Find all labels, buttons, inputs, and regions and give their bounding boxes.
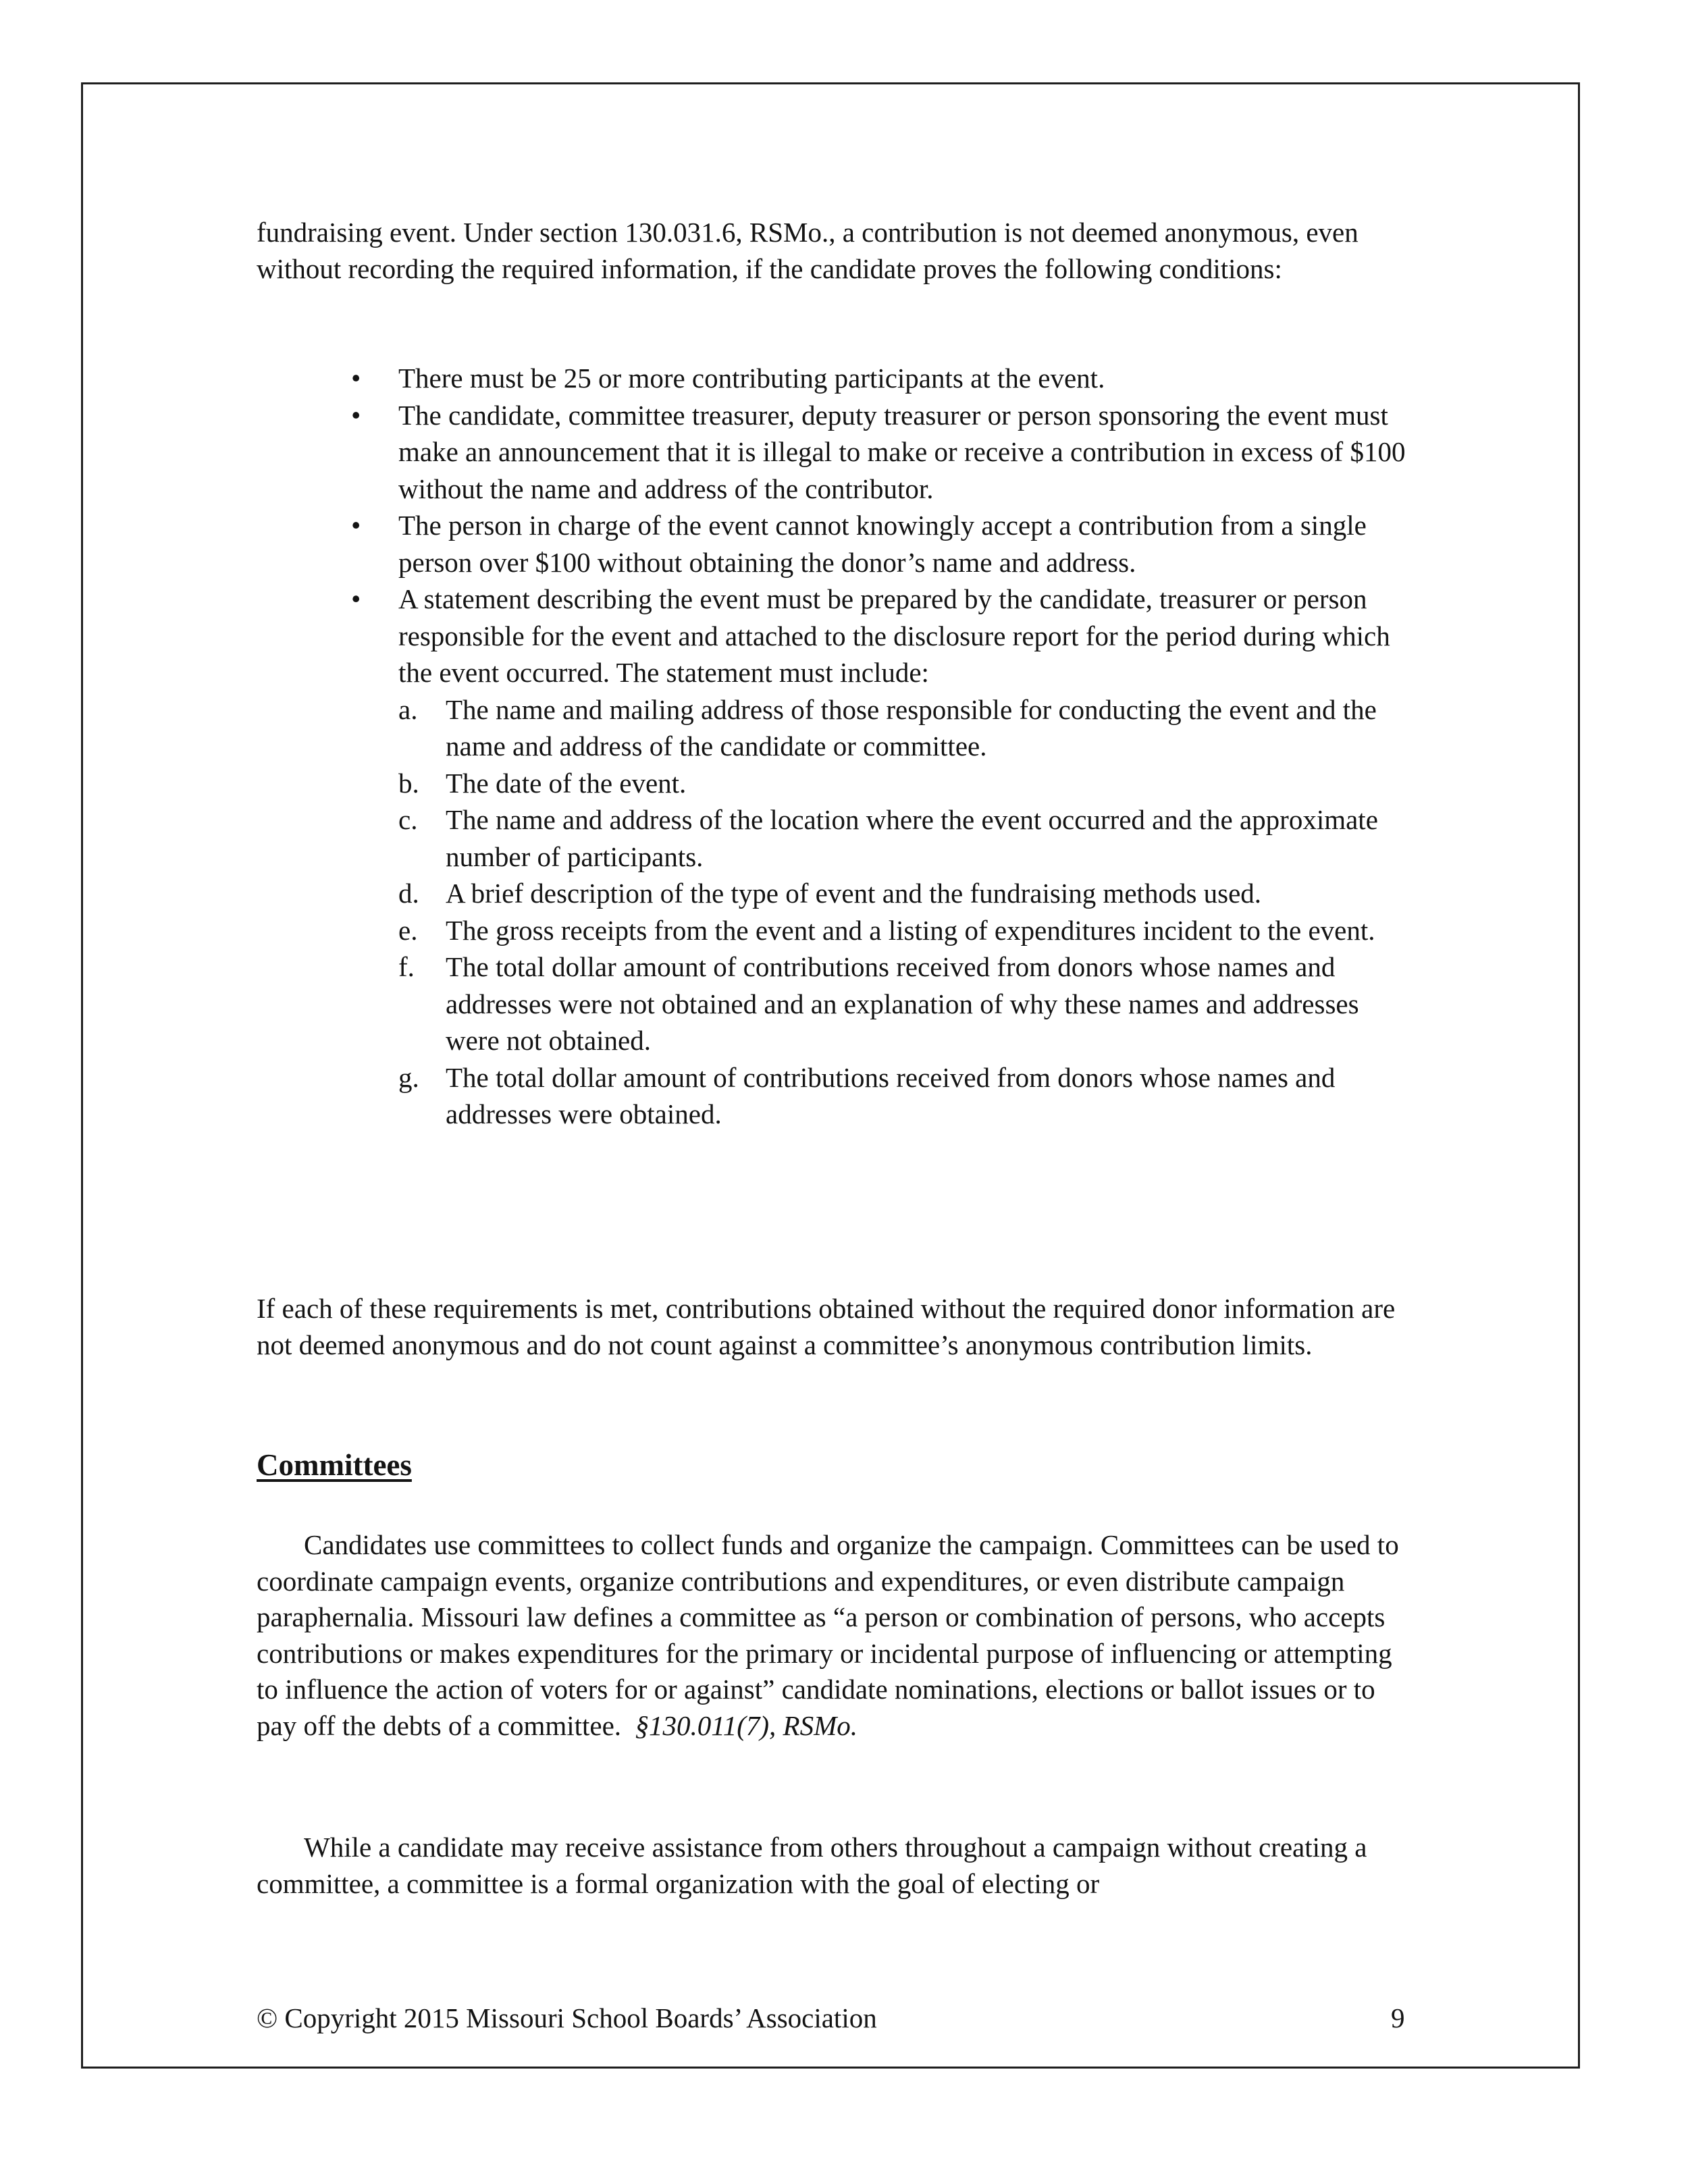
sub-item-text: The date of the event. [446, 767, 687, 799]
statement-requirements-list [398, 691, 1411, 1133]
list-item [351, 581, 1411, 1133]
sub-item-letter: d. [398, 878, 419, 909]
list-item [351, 360, 1411, 397]
page-number: 9 [1391, 2002, 1405, 2033]
sub-item-text: The total dollar amount of contributions received from donors whose names and addresses were obtained. [446, 1061, 1336, 1129]
committees-paragraph-1-text: Candidates use committees to collect funds and organize the campaign. Committees can be used to coordinate campaign events, organize contributions and expenditures, or even distribute campaign paraphernalia. Missouri law defines a committee as “a person or combination of persons, who accepts contributions or makes expenditures for the primary or incidental purpose of influencing or attempting to influence the action of voters for or against” candidate nominations, elections or ballot issues or to pay off the debts of a committee. [257, 1529, 1399, 1741]
sub-item-letter: c. [398, 804, 418, 835]
condition-text: There must be 25 or more contributing participants at the event. [398, 363, 1105, 394]
bullet-icon: • [351, 399, 361, 431]
condition-text: The candidate, committee treasurer, deputy treasurer or person sponsoring the event must make an announcement that it is illegal to make or receive a contribution in excess of $100 without the name and address of the contributor. [398, 399, 1406, 504]
condition-text: The person in charge of the event cannot knowingly accept a contribution from a single person over $100 without obtaining the donor’s name and address. [398, 510, 1367, 578]
sub-item-letter: b. [398, 767, 419, 799]
sub-item-text: The name and address of the location where the event occurred and the approximate number of participants. [446, 804, 1378, 872]
sub-item-text: The name and mailing address of those responsible for conducting the event and the name and address of the candidate or committee. [446, 693, 1377, 762]
bullet-icon: • [351, 363, 361, 394]
intro-paragraph: fundraising event. Under section 130.031.6, RSMo., a contribution is not deemed anonymous, even without recording the required information, if the candidate proves the following conditions: [257, 217, 1359, 284]
statute-citation: §130.011(7), RSMo. [635, 1709, 858, 1741]
sub-list-item [398, 1059, 1411, 1133]
sub-list-item [398, 875, 1411, 912]
committees-paragraph-1 [257, 1527, 1418, 1744]
footer-copyright: © Copyright 2015 Missouri School Boards’ Association [257, 2002, 877, 2033]
bullet-icon: • [351, 510, 361, 541]
committees-paragraph-2: While a candidate may receive assistance from others throughout a campaign without creating a committee, a committee is a formal organization with the goal of electing or [257, 1832, 1367, 1899]
sub-list-item [398, 691, 1411, 765]
list-item [351, 507, 1411, 581]
list-item [351, 397, 1411, 508]
sub-item-text: The gross receipts from the event and a listing of expenditures incident to the event. [446, 914, 1375, 946]
bullet-icon: • [351, 583, 361, 614]
sub-list-item [398, 912, 1411, 949]
closing-paragraph: If each of these requirements is met, contributions obtained without the required donor information are not deemed anonymous and do not count against a committee’s anonymous contribution limits. [257, 1293, 1396, 1360]
conditions-list [351, 360, 1411, 1133]
sub-list-item [398, 949, 1411, 1059]
sub-item-text: A brief description of the type of event and the fundraising methods used. [446, 878, 1262, 909]
sub-list-item [398, 765, 1411, 802]
sub-item-letter: g. [398, 1061, 419, 1093]
sub-item-letter: e. [398, 914, 418, 946]
sub-item-letter: f. [398, 951, 415, 982]
sub-item-letter: a. [398, 693, 418, 725]
sub-list-item [398, 801, 1411, 875]
sub-item-text: The total dollar amount of contributions received from donors whose names and addresses were not obtained and an explanation of why these names and addresses were not obtained. [446, 951, 1359, 1056]
section-heading: Committees [257, 1448, 412, 1482]
condition-text: A statement describing the event must be prepared by the candidate, treasurer or person responsible for the event and attached to the disclosure report for the period during which the event occurred. The statement must include: [398, 583, 1390, 688]
